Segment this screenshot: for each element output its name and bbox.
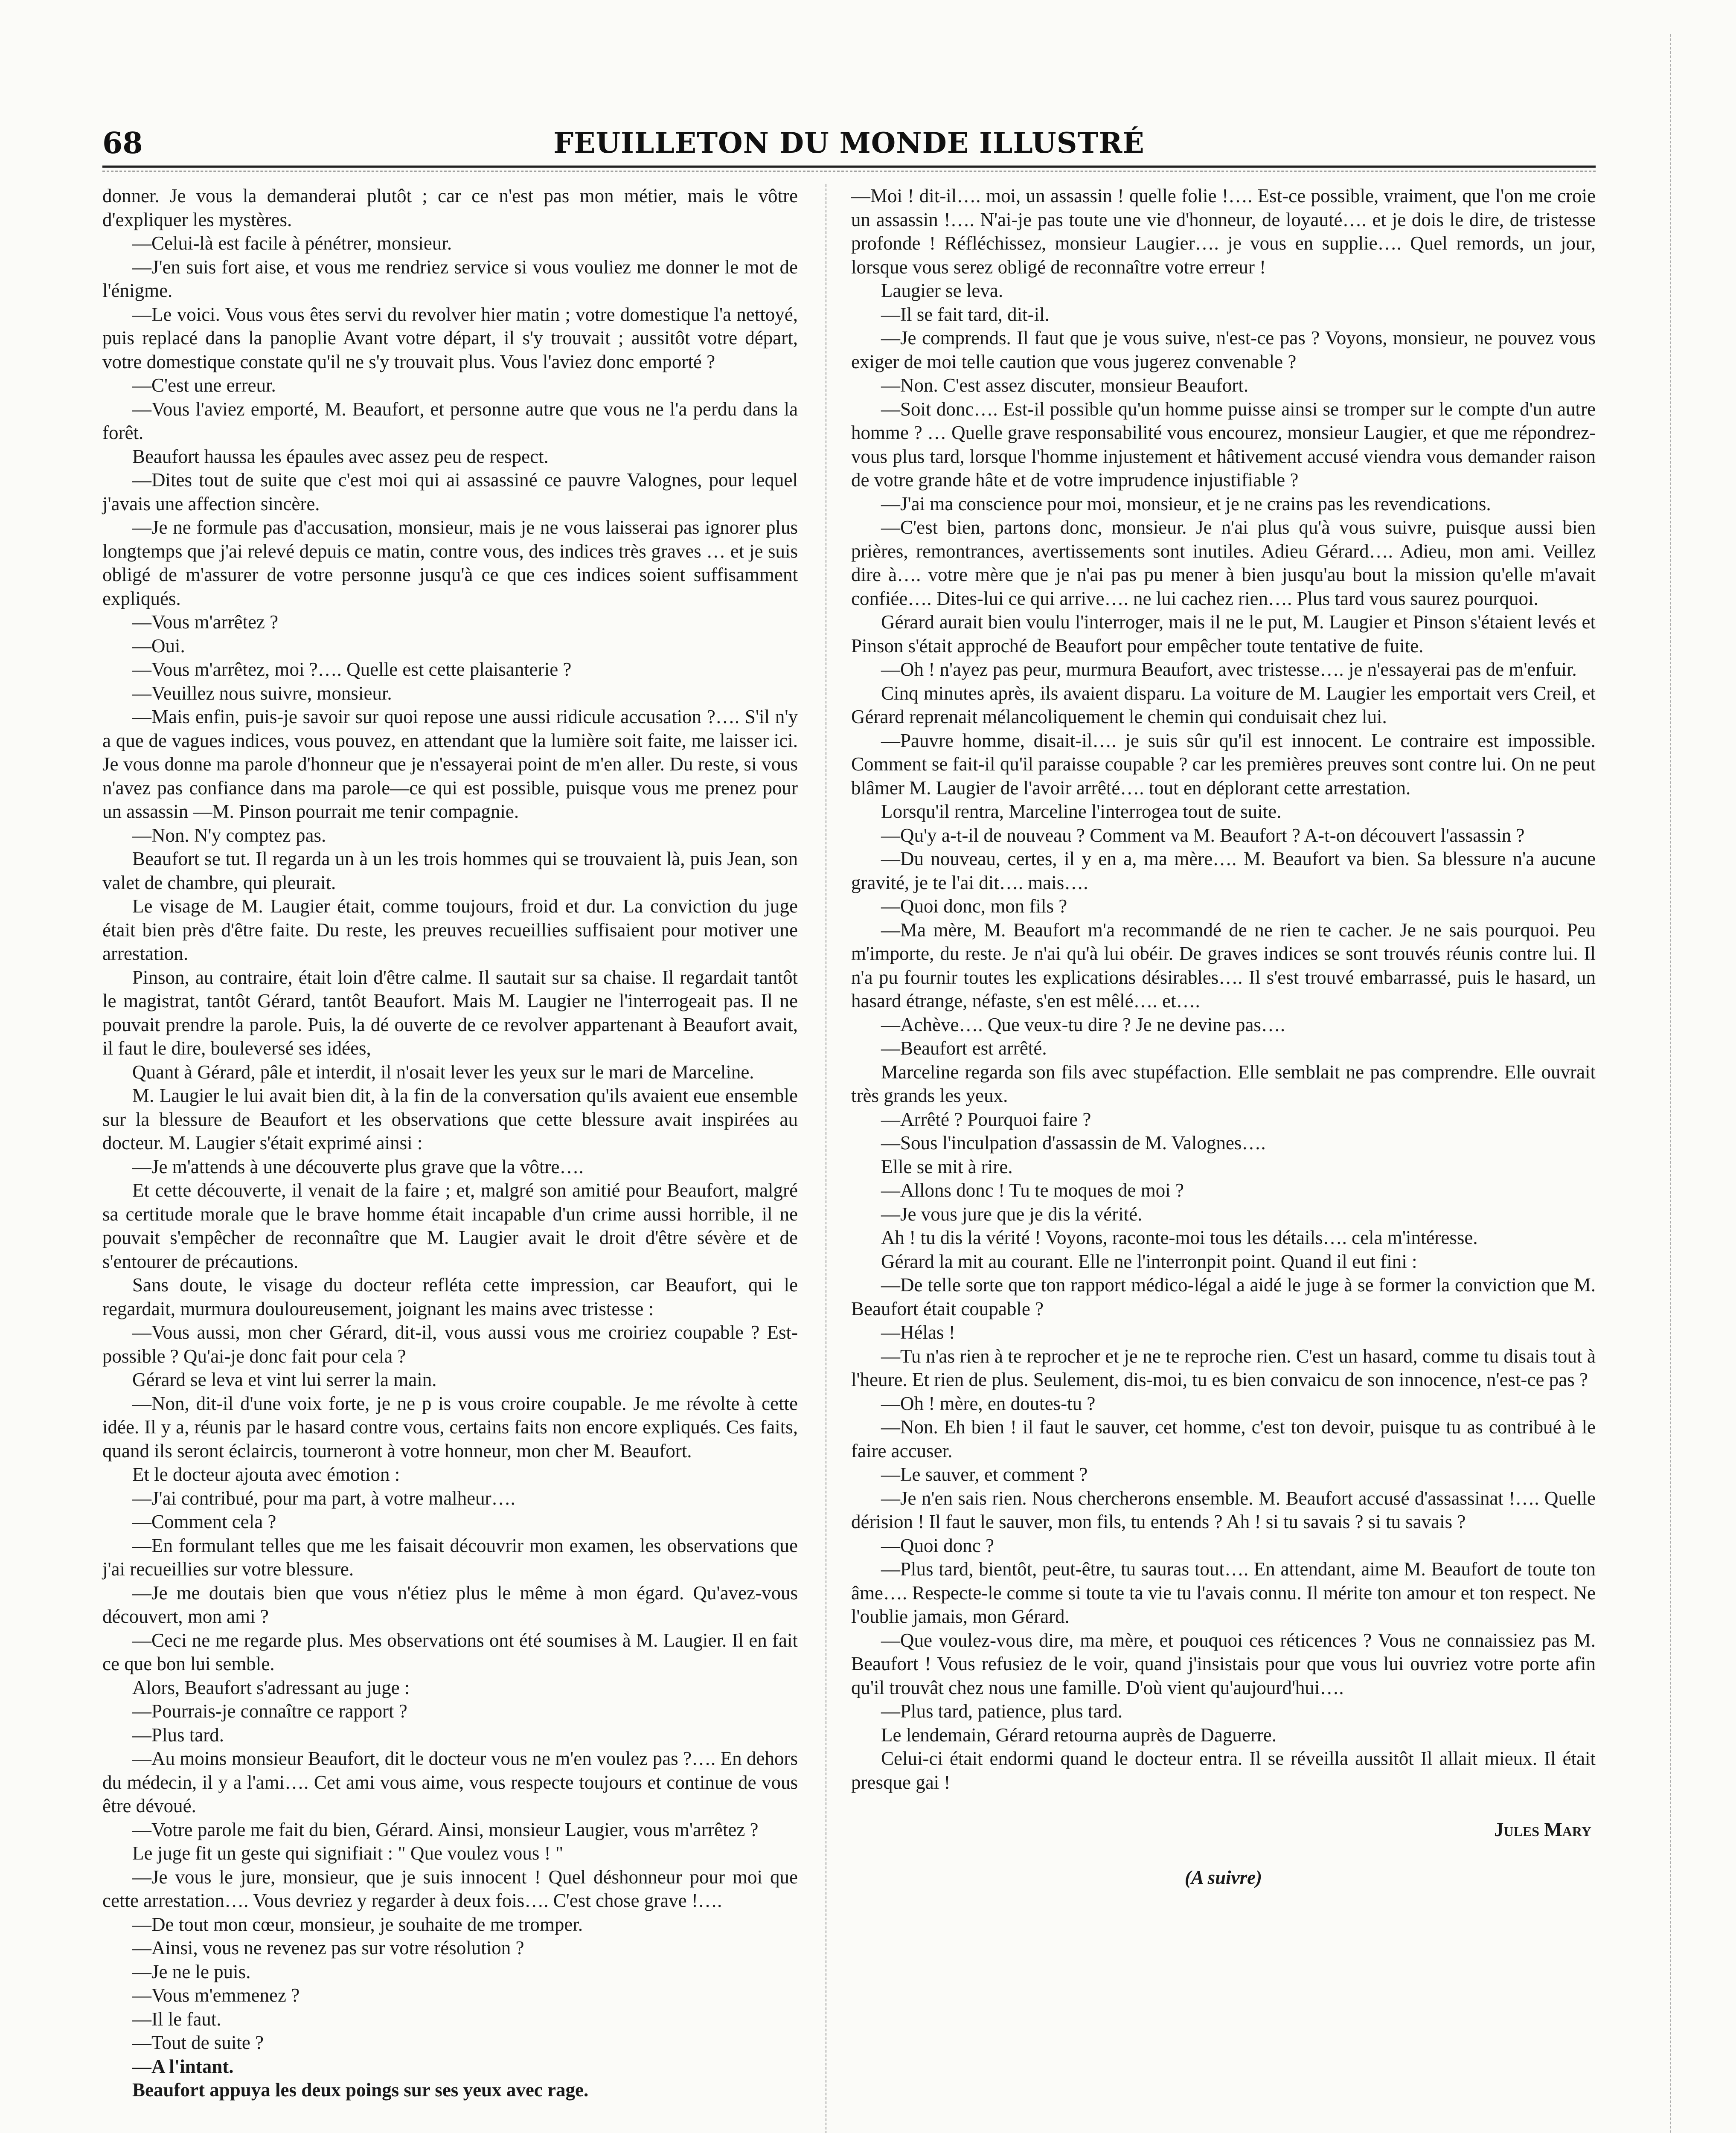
paragraph: —Quoi donc ? bbox=[881, 1534, 994, 1556]
paragraph: Laugier se leva. bbox=[881, 280, 1003, 301]
paragraph: Celui-ci était endormi quand le docteur entra. Il se réveilla aussitôt Il allait mieux. Il était presque gai ! bbox=[851, 1748, 1596, 1793]
paragraph: —Le voici. Vous vous êtes servi du revolver hier matin ; votre domestique l'a nettoyé, puis replacé dans la panoplie Avant votre départ, il s'y trouvait ; aussitôt votre départ, votre domestique constate qu'il ne s'y trouvait plus. Vous l'aviez donc emporté ? bbox=[102, 303, 798, 372]
paragraph: —Tu n'as rien à te reprocher et je ne te reproche rien. C'est un hasard, comme tu disais tout à l'heure. Et rien de plus. Seulement, dis-moi, tu es bien convaicu de son innocence, n'est-ce pas ? bbox=[851, 1345, 1596, 1390]
paragraph: Et cette découverte, il venait de la faire ; et, malgré son amitié pour Beaufort, malgré sa certitude morale que le brave homme était incapable d'un crime aussi horrible, il ne pouvait s'empêcher de reconnaître que M. Laugier avait le droit d'être sévère et de s'entourer de précautions. bbox=[102, 1180, 798, 1272]
paragraph: —Allons donc ! Tu te moques de moi ? bbox=[881, 1180, 1184, 1201]
paragraph: —J'ai contribué, pour ma part, à votre malheur…. bbox=[132, 1487, 515, 1509]
paragraph: Le visage de M. Laugier était, comme toujours, froid et dur. La conviction du juge était bien près d'être faite. Du reste, les preuves recueillies suffisaient pour motiver une arrestation. bbox=[102, 895, 798, 964]
paragraph: —Ma mère, M. Beaufort m'a recommandé de ne rien te cacher. Je ne sais pourquoi. Peu m'importe, du reste. Je n'ai qu'à lui obéir. De graves indices se sont trouvés réunis contre lui. Il n'a pu fournir toutes les explications désirables…. Il s'est trouvé embarrassé, puis le hasard, un hasard étrange, néfaste, s'en est mêlé…. et…. bbox=[851, 919, 1596, 1011]
paragraph: —Que voulez-vous dire, ma mère, et pouquoi ces réticences ? Vous ne connaissiez pas M. Beaufort ! Vous refusiez de le voir, quand j'insistais pour que vous lui ouvriez votre porte afin qu'il trouvât chez nous une famille. D'où vient qu'aujourd'hui…. bbox=[851, 1629, 1596, 1698]
paragraph: Beaufort haussa les épaules avec assez peu de respect. bbox=[132, 445, 549, 467]
paragraph: Marceline regarda son fils avec stupéfaction. Elle semblait ne pas comprendre. Elle ouvrait très grands les yeux. bbox=[851, 1061, 1596, 1106]
margin-rule bbox=[1670, 34, 1671, 2133]
paragraph: Beaufort se tut. Il regarda un à un les trois hommes qui se trouvaient là, puis Jean, son valet de chambre, qui pleurait. bbox=[102, 848, 798, 893]
paragraph: —Oui. bbox=[132, 635, 185, 657]
paragraph: —De telle sorte que ton rapport médico-légal a aidé le juge à se former la conviction que M. Beaufort était coupable ? bbox=[851, 1274, 1596, 1319]
paragraph: Le lendemain, Gérard retourna auprès de Daguerre. bbox=[881, 1724, 1277, 1746]
paragraph: Beaufort appuya les deux poings sur ses yeux avec rage. bbox=[132, 2079, 589, 2101]
paragraph: —Pourrais-je connaître ce rapport ? bbox=[132, 1700, 407, 1722]
paragraph: —Plus tard. bbox=[132, 1724, 224, 1746]
paragraph: —Je comprends. Il faut que je vous suive, n'est-ce pas ? Voyons, monsieur, ne pouvez vous exiger de moi telle caution que vous jugerez convenable ? bbox=[851, 327, 1596, 372]
paragraph: —Le sauver, et comment ? bbox=[881, 1464, 1088, 1485]
paragraph: —Oh ! n'ayez pas peur, murmura Beaufort, avec tristesse…. je n'essayerai pas de m'enfuir. bbox=[881, 659, 1577, 680]
paragraph: —Non. C'est assez discuter, monsieur Beaufort. bbox=[881, 375, 1249, 396]
paragraph: —Je vous jure que je dis la vérité. bbox=[881, 1203, 1143, 1225]
paragraph: —Beaufort est arrêté. bbox=[881, 1037, 1047, 1059]
paragraph: —Au moins monsieur Beaufort, dit le docteur vous ne m'en voulez pas ?…. En dehors du médecin, il y a l'ami…. Cet ami vous aime, vous respecte toujours et continue de vous être dévoué. bbox=[102, 1748, 798, 1816]
paragraph: Et le docteur ajouta avec émotion : bbox=[132, 1464, 400, 1485]
paragraph: —Qu'y a-t-il de nouveau ? Comment va M. Beaufort ? A-t-on découvert l'assassin ? bbox=[881, 824, 1525, 846]
paragraph: donner. Je vous la demanderai plutôt ; car ce n'est pas mon métier, mais le vôtre d'expliquer les mystères. bbox=[102, 185, 798, 230]
paragraph: —Je ne formule pas d'accusation, monsieur, mais je ne vous laisserai pas ignorer plus longtemps que j'ai relevé depuis ce matin, contre vous, des indices très graves … et je suis obligé de m'assurer de votre personne jusqu'à ce que ces indices soient suffisamment expliqués. bbox=[102, 517, 798, 609]
paragraph: —Il se fait tard, dit-il. bbox=[881, 303, 1050, 325]
paragraph: —De tout mon cœur, monsieur, je souhaite de me tromper. bbox=[132, 1913, 583, 1935]
masthead-title: FEUILLETON DU MONDE ILLUSTRÉ bbox=[553, 126, 1145, 160]
paragraph: —C'est bien, partons donc, monsieur. Je n'ai plus qu'à vous suivre, puisque aussi bien prières, remontrances, avertissements sont inutiles. Adieu Gérard…. Adieu, mon ami. Veillez dire à…. votre mère que je n'ai pas pu mener à bien jusqu'au bout la mission qu'elle m'avait confiée…. Dites-lui ce qui arrive…. ne lui cachez rien…. Plus tard vous saurez pourquoi. bbox=[851, 517, 1596, 609]
paragraph: —Vous m'arrêtez ? bbox=[132, 611, 279, 633]
paragraph: Pinson, au contraire, était loin d'être calme. Il sautait sur sa chaise. Il regardait tantôt le magistrat, tantôt Gérard, tantôt Beaufort. Mais M. Laugier ne l'interrogeait pas. Il ne pouvait prendre la parole. Puis, la dé ouverte de ce revolver appartenant à Beaufort avait, il faut le dire, bouleversé ses idées, bbox=[102, 966, 798, 1059]
paragraph: —Non. Eh bien ! il faut le sauver, cet homme, c'est ton devoir, puisque tu as contribué à le faire accuser. bbox=[851, 1416, 1596, 1462]
paragraph: —Votre parole me fait du bien, Gérard. Ainsi, monsieur Laugier, vous m'arrêtez ? bbox=[132, 1819, 759, 1840]
paragraph: —Comment cela ? bbox=[132, 1511, 276, 1532]
paragraph: M. Laugier le lui avait bien dit, à la fin de la conversation qu'ils avaient eue ensemble sur la blessure de Beaufort et les observations que cette blessure avait inspirées au docteur. M. Laugier s'était exprimé ainsi : bbox=[102, 1085, 798, 1154]
paragraph: —J'en suis fort aise, et vous me rendriez service si vous vouliez me donner le mot de l'énigme. bbox=[102, 256, 798, 301]
paragraph: —Sous l'inculpation d'assassin de M. Valognes…. bbox=[881, 1132, 1266, 1154]
paragraph: —Ainsi, vous ne revenez pas sur votre résolution ? bbox=[132, 1937, 524, 1959]
paragraph: Le juge fit un geste qui signifiait : " Que voulez vous ! " bbox=[132, 1842, 564, 1864]
paragraph: —Non, dit-il d'une voix forte, je ne p is vous croire coupable. Je me révolte à cette idée. Il y a, réunis par le hasard contre vous, certains faits non encore expliqués. Ces faits, quand ils seront éclaircis, tourneront à votre honneur, mon cher M. Beaufort. bbox=[102, 1392, 798, 1462]
paragraph: —Hélas ! bbox=[881, 1322, 955, 1343]
paragraph: —Arrêté ? Pourquoi faire ? bbox=[881, 1108, 1091, 1130]
paragraph: Lorsqu'il rentra, Marceline l'interrogea tout de suite. bbox=[881, 801, 1282, 822]
paragraph: Gérard la mit au courant. Elle ne l'interronpit point. Quand il eut fini : bbox=[881, 1250, 1417, 1272]
paragraph: —En formulant telles que me les faisait découvrir mon examen, les observations que j'ai recueillies sur votre blessure. bbox=[102, 1534, 798, 1580]
left-column bbox=[102, 184, 798, 2102]
paragraph: —Je ne le puis. bbox=[132, 1961, 251, 1982]
paragraph: —Du nouveau, certes, il y en a, ma mère…. M. Beaufort va bien. Sa blessure n'a aucune gravité, je te l'ai dit…. mais…. bbox=[851, 848, 1596, 893]
paragraph: —Je me doutais bien que vous n'étiez plus le même à mon égard. Qu'avez-vous découvert, mon ami ? bbox=[102, 1582, 798, 1627]
paragraph: —Veuillez nous suivre, monsieur. bbox=[132, 682, 392, 704]
paragraph: —Non. N'y comptez pas. bbox=[132, 824, 326, 846]
paragraph: —Oh ! mère, en doutes-tu ? bbox=[881, 1392, 1096, 1414]
paragraph: —Plus tard, patience, plus tard. bbox=[881, 1700, 1123, 1722]
paragraph: Sans doute, le visage du docteur refléta cette impression, car Beaufort, qui le regardait, murmura douloureusement, joignant les mains avec tristesse : bbox=[102, 1274, 798, 1319]
paragraph: —Soit donc…. Est-il possible qu'un homme puisse ainsi se tromper sur le compte d'un autre homme ? … Quelle grave responsabilité vous encourez, monsieur Laugier, et que me répondrez-vous plus tard, lorsque l'homme injustement et hâtivement accusé viendra vous demander raison de votre grande hâte et de votre imprudence injustifiable ? bbox=[851, 398, 1596, 491]
paragraph: —Moi ! dit-il…. moi, un assassin ! quelle folie !…. Est-ce possible, vraiment, que l'on me croie un assassin !…. N'ai-je pas toute une vie d'honneur, de loyauté…. et je dois le dire, de tristesse profonde ! Réfléchissez, monsieur Laugier…. je vous en supplie…. Quel remords, un jour, lorsque vous serez obligé de reconnaître votre erreur ! bbox=[851, 185, 1596, 278]
paragraph: —Je m'attends à une découverte plus grave que la vôtre…. bbox=[132, 1156, 584, 1177]
paragraph: —Tout de suite ? bbox=[132, 2032, 264, 2053]
page-header bbox=[102, 126, 1596, 165]
paragraph: —J'ai ma conscience pour moi, monsieur, et je ne crains pas les revendications. bbox=[881, 493, 1491, 514]
right-column bbox=[851, 184, 1596, 1889]
paragraph: —Vous m'arrêtez, moi ?…. Quelle est cette plaisanterie ? bbox=[132, 659, 572, 680]
author-signature: Jules Mary bbox=[1494, 1819, 1591, 1840]
paragraph: —Vous l'aviez emporté, M. Beaufort, et personne autre que vous ne l'a perdu dans la forêt. bbox=[102, 398, 798, 443]
paragraph: —Ceci ne me regarde plus. Mes observations ont été soumises à M. Laugier. Il en fait ce que bon lui semble. bbox=[102, 1629, 798, 1674]
paragraph: Cinq minutes après, ils avaient disparu. La voiture de M. Laugier les emportait vers Creil, et Gérard reprenait mélancoliquement le chemin qui conduisait chez lui. bbox=[851, 682, 1596, 727]
paragraph: Gérard se leva et vint lui serrer la main. bbox=[132, 1369, 437, 1390]
paragraph: —Celui-là est facile à pénétrer, monsieur. bbox=[132, 232, 452, 254]
paragraph: Quant à Gérard, pâle et interdit, il n'osait lever les yeux sur le mari de Marceline. bbox=[132, 1061, 754, 1083]
paragraph: Alors, Beaufort s'adressant au juge : bbox=[132, 1677, 410, 1698]
paragraph: —Il le faut. bbox=[132, 2008, 221, 2030]
paragraph: —Je vous le jure, monsieur, que je suis innocent ! Quel déshonneur pour moi que cette arrestation…. Vous devriez y regarder à deux fois…. C'est chose grave !…. bbox=[102, 1866, 798, 1911]
paragraph: Elle se mit à rire. bbox=[881, 1156, 1013, 1177]
paragraph: —Plus tard, bientôt, peut-être, tu sauras tout…. En attendant, aime M. Beaufort de toute ton âme…. Respecte-le comme si toute ta vie tu l'avais connu. Il mérite ton amour et ton respect. Ne l'oublie jamais, mon Gérard. bbox=[851, 1558, 1596, 1627]
paragraph: —Je n'en sais rien. Nous chercherons ensemble. M. Beaufort accusé d'assassinat !…. Quelle dérision ! Il faut le sauver, mon fils, tu entends ? Ah ! si tu savais ? si tu savais ? bbox=[851, 1487, 1596, 1532]
paragraph: —Dites tout de suite que c'est moi qui ai assassiné ce pauvre Valognes, pour lequel j'avais une affection sincère. bbox=[102, 469, 798, 514]
paragraph: —Pauvre homme, disait-il…. je suis sûr qu'il est innocent. Le contraire est impossible. Comment se fait-il qu'il paraisse coupable ? car les premières preuves sont contre lui. On ne peut blâmer M. Laugier de l'avoir arrêté…. tout en déplorant cette arrestation. bbox=[851, 729, 1596, 799]
paragraph: —Quoi donc, mon fils ? bbox=[881, 895, 1067, 917]
paragraph: —A l'intant. bbox=[132, 2055, 234, 2077]
header-rule bbox=[102, 166, 1596, 168]
paragraph: —Vous aussi, mon cher Gérard, dit-il, vous aussi vous me croiriez coupable ? Est-possible ? Qu'ai-je donc fait pour cela ? bbox=[102, 1322, 798, 1367]
paragraph: —Vous m'emmenez ? bbox=[132, 1985, 300, 2006]
paragraph: —Mais enfin, puis-je savoir sur quoi repose une aussi ridicule accusation ?…. S'il n'y a que de vagues indices, vous pouvez, en attendant que la lumière soit faite, me laisser ici. Je vous donne ma parole d'honneur que je n'essayerai point de m'en aller. Du reste, si vous n'avez pas confiance dans ma parole—ce qui est possible, puisque vous me prenez pour un assassin —M. Pinson pourrait me tenir compagnie. bbox=[102, 706, 798, 822]
paragraph: Ah ! tu dis la vérité ! Voyons, raconte-moi tous les détails…. cela m'intéresse. bbox=[881, 1227, 1478, 1248]
paragraph: Gérard aurait bien voulu l'interroger, mais il ne le put, M. Laugier et Pinson s'étaient levés et Pinson s'était approché de Beaufort pour empêcher toute tentative de fuite. bbox=[851, 611, 1596, 657]
continuation-note: (A suivre) bbox=[1184, 1866, 1262, 1888]
page-number: 68 bbox=[102, 126, 143, 160]
paragraph: —Achève…. Que veux-tu dire ? Je ne devine pas…. bbox=[881, 1014, 1285, 1035]
paragraph: —C'est une erreur. bbox=[132, 375, 276, 396]
